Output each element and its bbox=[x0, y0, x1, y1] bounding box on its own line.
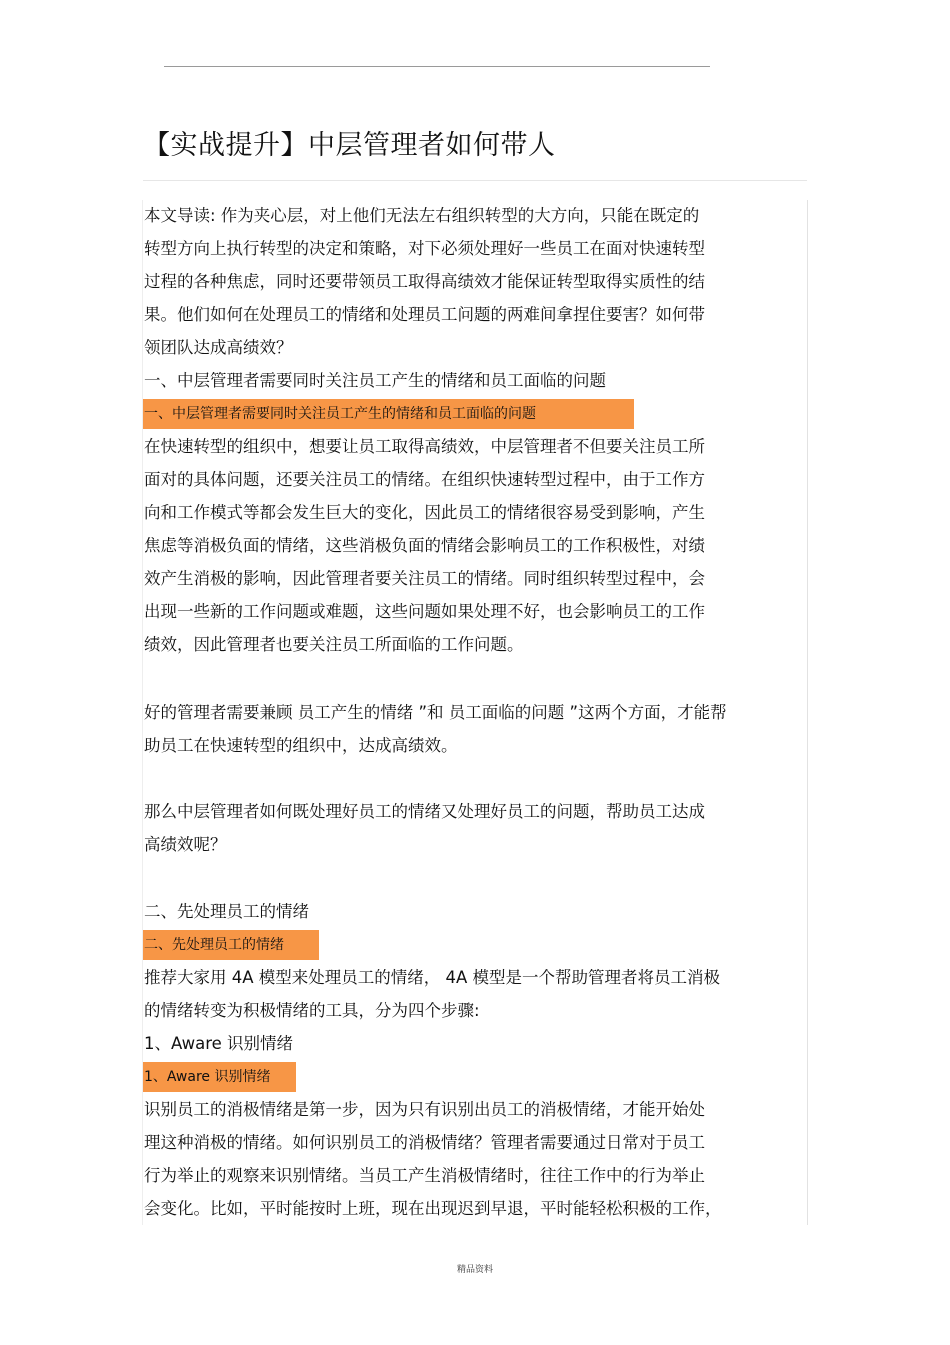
header-rule bbox=[164, 66, 710, 67]
title-divider bbox=[143, 180, 807, 181]
section-heading: 一、中层管理者需要同时关注员工产生的情绪和员工面临的问题 bbox=[144, 371, 606, 390]
section-heading: 二、先处理员工的情绪 bbox=[144, 902, 309, 921]
subsection-heading: 1、Aware 识别情绪 bbox=[144, 1034, 294, 1053]
intro-line: 本文导读: 作为夹心层，对上他们无法左右组织转型的大方向，只能在既定的 bbox=[144, 206, 700, 225]
paragraph-line: 推荐大家用 4A 模型来处理员工的情绪， 4A 模型是一个帮助管理者将员工消极 bbox=[144, 968, 721, 987]
paragraph-line: 焦虑等消极负面的情绪，这些消极负面的情绪会影响员工的工作积极性，对绩 bbox=[144, 536, 705, 555]
paragraph-line: 的情绪转变为积极情绪的工具，分为四个步骤: bbox=[144, 1001, 480, 1020]
paragraph-line: 会变化。比如，平时能按时上班，现在出现迟到早退，平时能轻松积极的工作， bbox=[144, 1199, 722, 1218]
paragraph-line: 识别员工的消极情绪是第一步，因为只有识别出员工的消极情绪，才能开始处 bbox=[144, 1100, 705, 1119]
intro-line: 果。他们如何在处理员工的情绪和处理员工问题的两难间拿捏住要害？如何带 bbox=[144, 305, 705, 324]
paragraph-line: 面对的具体问题，还要关注员工的情绪。在组织快速转型过程中，由于工作方 bbox=[144, 470, 705, 489]
paragraph-line: 高绩效呢？ bbox=[144, 835, 227, 854]
paragraph-line: 在快速转型的组织中，想要让员工取得高绩效，中层管理者不但要关注员工所 bbox=[144, 437, 705, 456]
paragraph-line: 助员工在快速转型的组织中，达成高绩效。 bbox=[144, 736, 458, 755]
paragraph-line: 向和工作模式等都会发生巨大的变化，因此员工的情绪很容易受到影响，产生 bbox=[144, 503, 705, 522]
paragraph-line: 理这种消极的情绪。如何识别员工的消极情绪？管理者需要通过日常对于员工 bbox=[144, 1133, 705, 1152]
paragraph-line: 那么中层管理者如何既处理好员工的情绪又处理好员工的问题，帮助员工达成 bbox=[144, 802, 705, 821]
section-heading-highlight: 二、先处理员工的情绪 bbox=[143, 930, 319, 960]
intro-line: 过程的各种焦虑，同时还要带领员工取得高绩效才能保证转型取得实质性的结 bbox=[144, 272, 705, 291]
paragraph-line: 行为举止的观察来识别情绪。当员工产生消极情绪时，往往工作中的行为举止 bbox=[144, 1166, 705, 1185]
page-footer: 精品资料 bbox=[456, 1265, 493, 1275]
page-title: 【实战提升】中层管理者如何带人 bbox=[143, 130, 556, 161]
paragraph-line: 好的管理者需要兼顾 员工产生的情绪 ”和 员工面临的问题 ”这两个方面，才能帮 bbox=[144, 703, 727, 722]
paragraph-line: 效产生消极的影响，因此管理者要关注员工的情绪。同时组织转型过程中，会 bbox=[144, 569, 705, 588]
intro-line: 转型方向上执行转型的决定和策略，对下必须处理好一些员工在面对快速转型 bbox=[144, 239, 705, 258]
paragraph-line: 出现一些新的工作问题或难题，这些问题如果处理不好，也会影响员工的工作 bbox=[144, 602, 705, 621]
section-heading-highlight: 一、中层管理者需要同时关注员工产生的情绪和员工面临的问题 bbox=[143, 399, 634, 429]
subsection-heading-highlight: 1、Aware 识别情绪 bbox=[143, 1062, 296, 1092]
intro-line: 领团队达成高绩效？ bbox=[144, 338, 293, 357]
paragraph-line: 绩效，因此管理者也要关注员工所面临的工作问题。 bbox=[144, 635, 524, 654]
